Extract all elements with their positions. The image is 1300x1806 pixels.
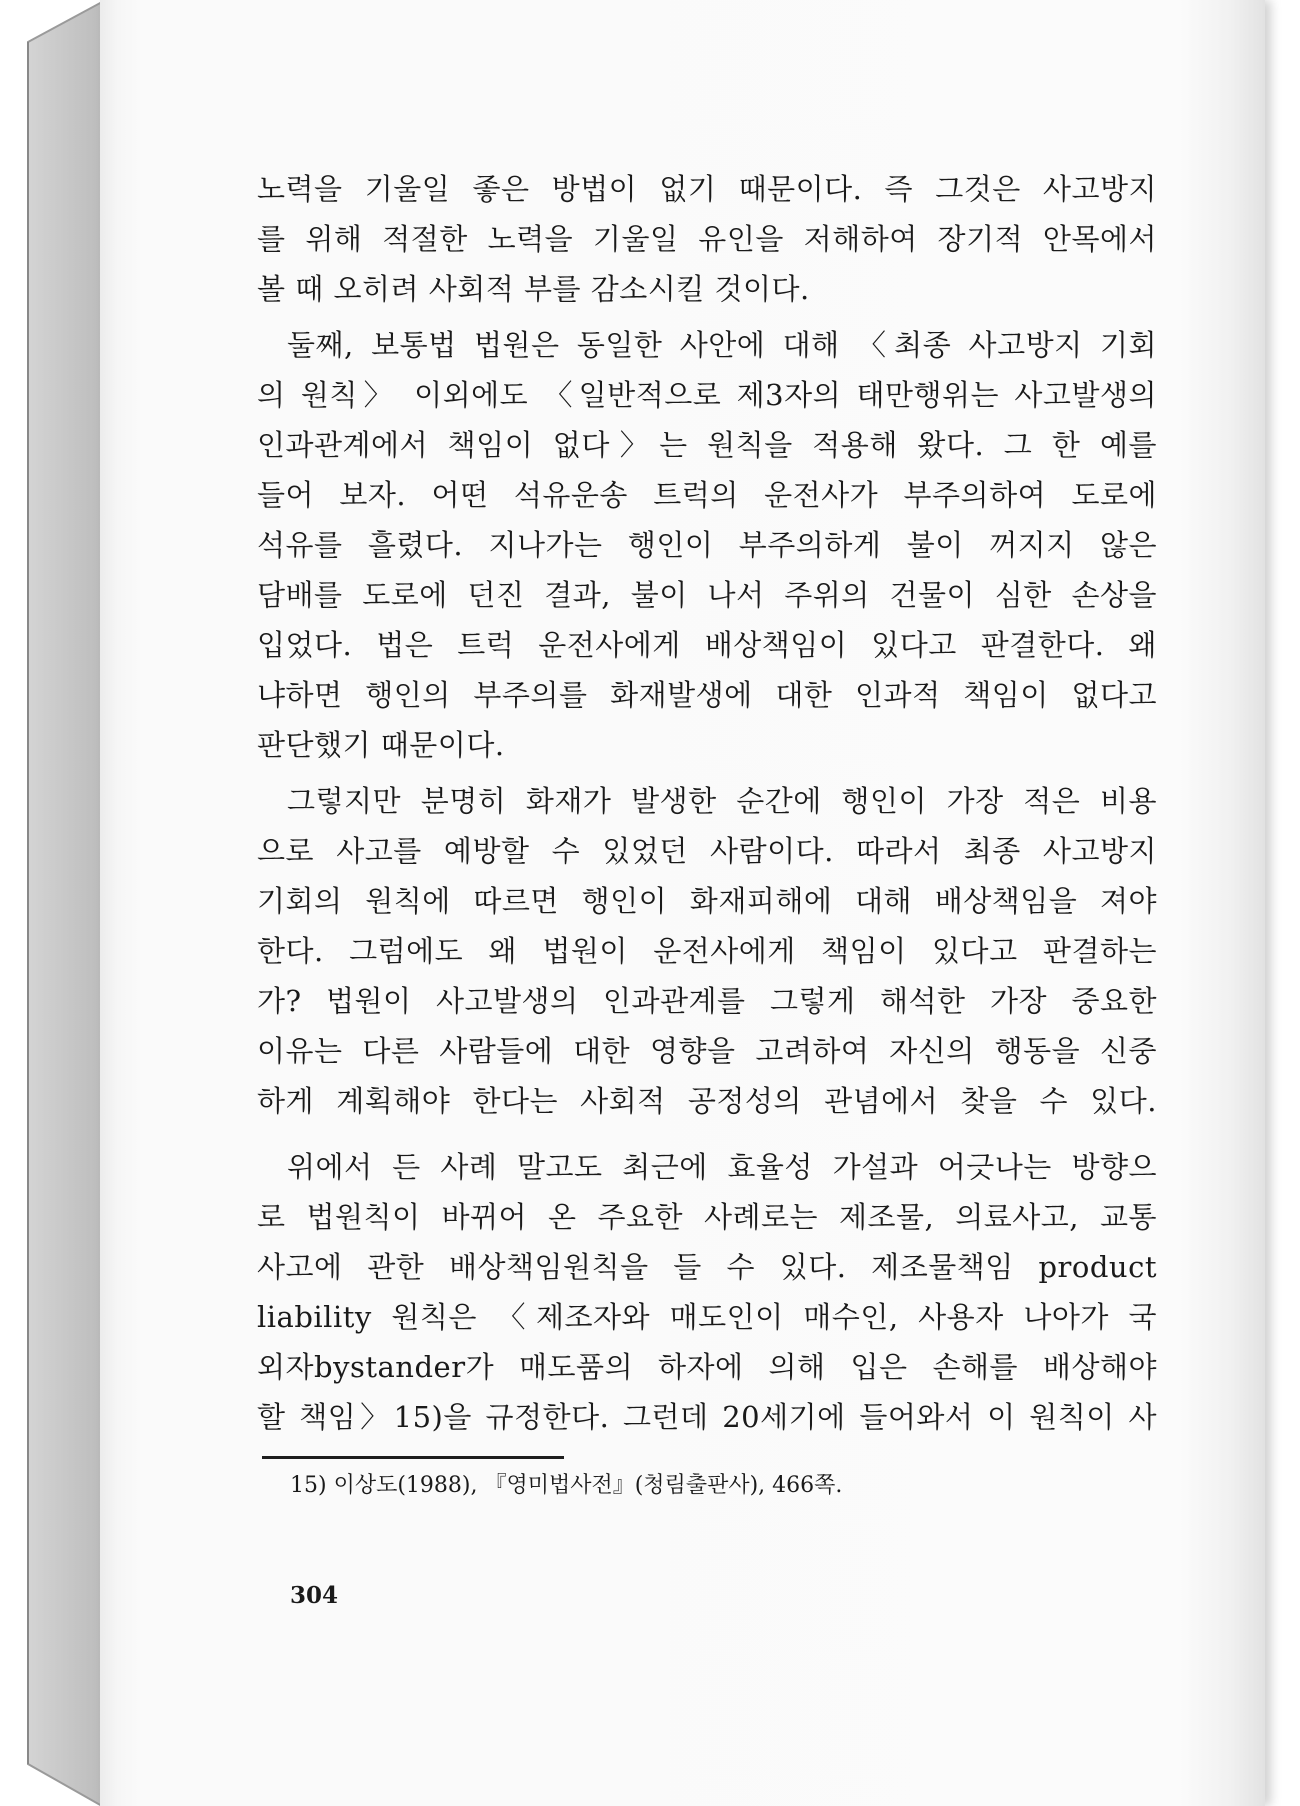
text-line: 담배를 도로에 던진 결과, 불이 나서 주위의 건물이 심한 손상을 xyxy=(257,578,1157,612)
text-line: 입었다. 법은 트럭 운전사에게 배상책임이 있다고 판결한다. 왜 xyxy=(257,628,1157,662)
paragraph-4 xyxy=(257,1142,1157,1442)
text-line: 의 원칙〉 이외에도 〈일반적으로 제3자의 태만행위는 사고발생의 xyxy=(257,378,1157,412)
text-line: 외자bystander가 매도품의 하자에 의해 입은 손해를 배상해야 xyxy=(257,1350,1157,1384)
text-line: 볼 때 오히려 사회적 부를 감소시킬 것이다. xyxy=(257,272,810,306)
text-line: 기회의 원칙에 따르면 행인이 화재피해에 대해 배상책임을 져야 xyxy=(257,884,1157,918)
text-line: 냐하면 행인의 부주의를 화재발생에 대한 인과적 책임이 없다고 xyxy=(257,678,1157,712)
text-line: 사고에 관한 배상책임원칙을 들 수 있다. 제조물책임 product xyxy=(257,1250,1157,1284)
text-line: 할 책임〉15)을 규정한다. 그런데 20세기에 들어와서 이 원칙이 사 xyxy=(257,1400,1157,1434)
page-number: 304 xyxy=(290,1582,339,1609)
paragraph-2 xyxy=(257,320,1157,770)
text-line: 이유는 다른 사람들에 대한 영향을 고려하여 자신의 행동을 신중 xyxy=(257,1034,1157,1068)
footnote-divider xyxy=(262,1456,564,1459)
text-line: 를 위해 적절한 노력을 기울일 유인을 저해하여 장기적 안목에서 xyxy=(257,222,1157,256)
text-line: 그렇지만 분명히 화재가 발생한 순간에 행인이 가장 적은 비용 xyxy=(287,784,1157,818)
text-line: 가? 법원이 사고발생의 인과관계를 그렇게 해석한 가장 중요한 xyxy=(257,984,1157,1018)
text-line: 석유를 흘렸다. 지나가는 행인이 부주의하게 불이 꺼지지 않은 xyxy=(257,528,1157,562)
text-line: 하게 계획해야 한다는 사회적 공정성의 관념에서 찾을 수 있다. xyxy=(257,1084,1157,1118)
text-line: 위에서 든 사례 말고도 최근에 효율성 가설과 어긋나는 방향으 xyxy=(287,1150,1157,1184)
text-line: 들어 보자. 어떤 석유운송 트럭의 운전사가 부주의하여 도로에 xyxy=(257,478,1157,512)
text-line: 인과관계에서 책임이 없다〉는 원칙을 적용해 왔다. 그 한 예를 xyxy=(257,428,1157,462)
text-line: 한다. 그럼에도 왜 법원이 운전사에게 책임이 있다고 판결하는 xyxy=(257,934,1157,968)
text-line: 둘째, 보통법 법원은 동일한 사안에 대해 〈최종 사고방지 기회 xyxy=(287,328,1157,362)
text-line: liability 원칙은 〈제조자와 매도인이 매수인, 사용자 나아가 국 xyxy=(257,1300,1157,1334)
paragraph-1 xyxy=(257,164,1157,314)
text-line: 노력을 기울일 좋은 방법이 없기 때문이다. 즉 그것은 사고방지 xyxy=(257,172,1157,206)
paragraph-3 xyxy=(257,776,1157,1126)
footnote: 15) 이상도(1988), 『영미법사전』(청림출판사), 466쪽. xyxy=(290,1473,843,1498)
text-line: 으로 사고를 예방할 수 있었던 사람이다. 따라서 최종 사고방지 xyxy=(257,834,1157,868)
text-line: 로 법원칙이 바뀌어 온 주요한 사례로는 제조물, 의료사고, 교통 xyxy=(257,1200,1157,1234)
body-text xyxy=(257,164,1157,1442)
text-line: 판단했기 때문이다. xyxy=(257,728,505,762)
